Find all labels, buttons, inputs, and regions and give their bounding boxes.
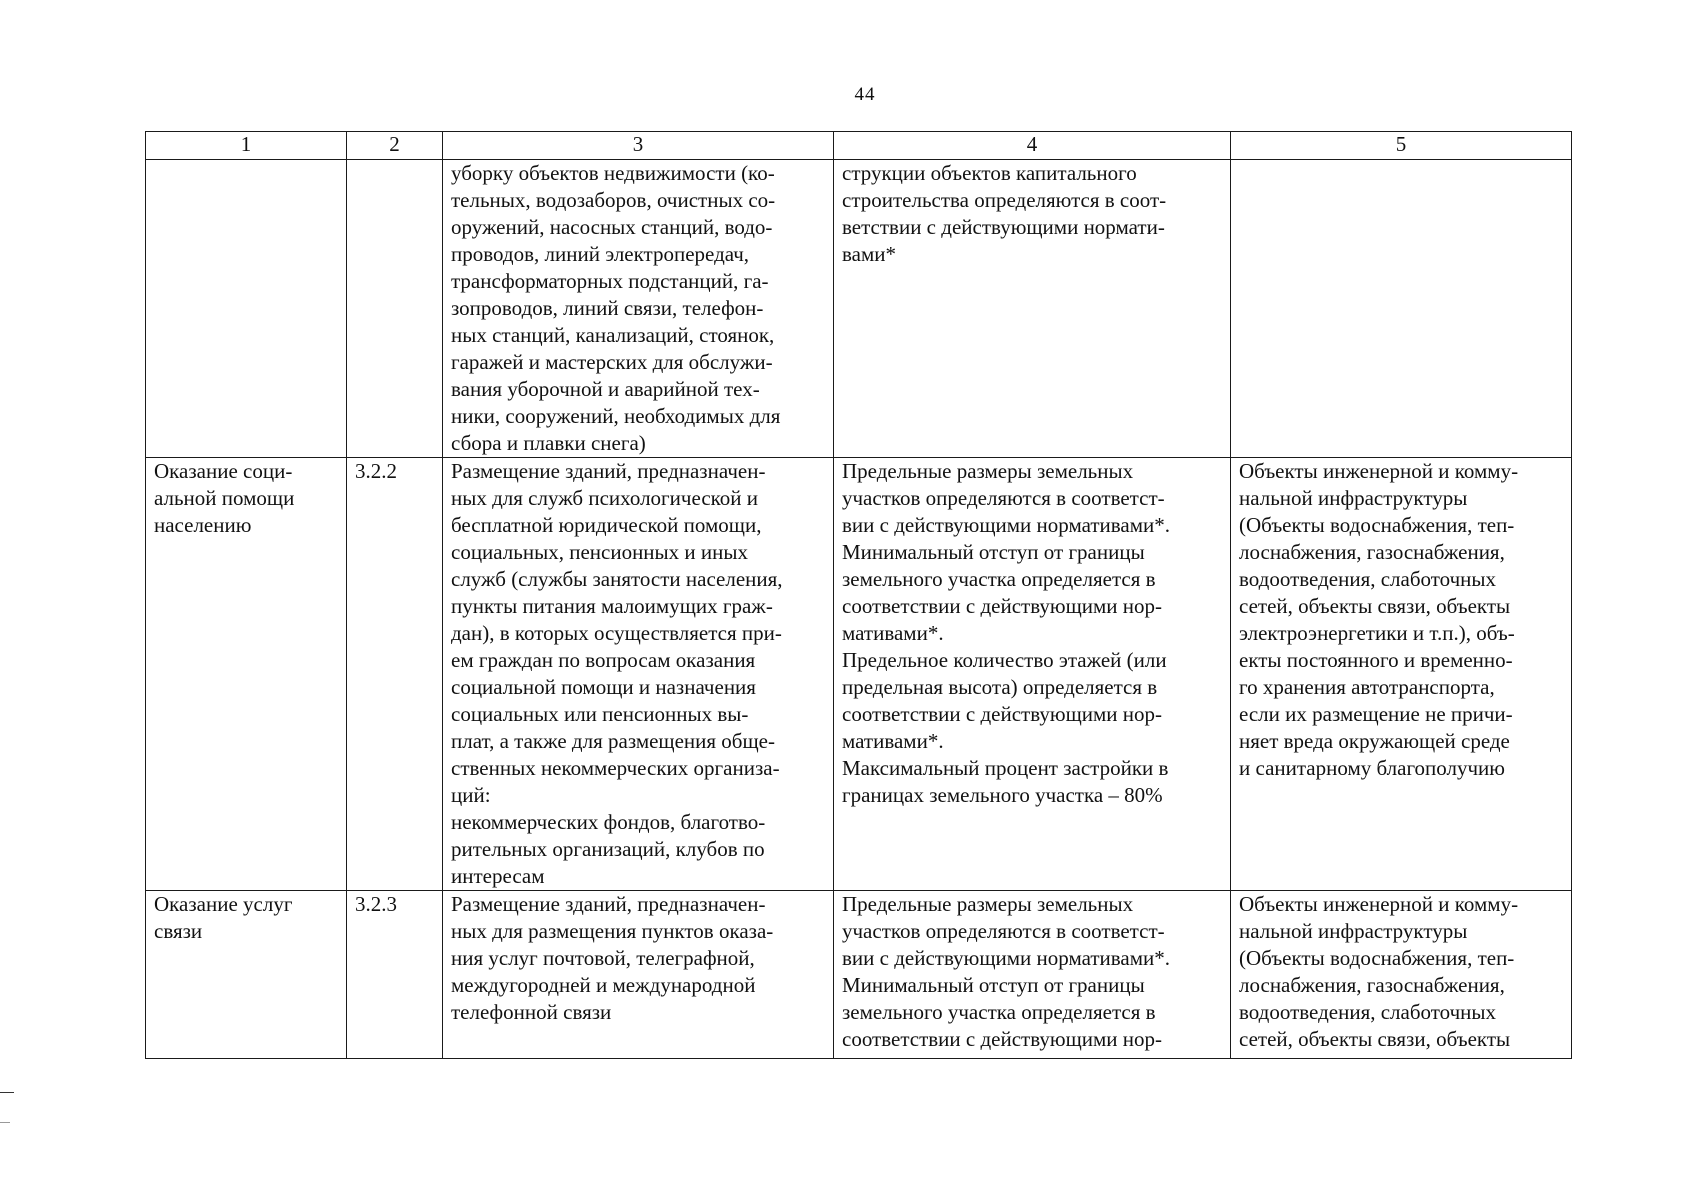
text-line: предельная высота) определяется в [842, 675, 1158, 699]
text-line: рительных организаций, клубов по [451, 837, 765, 861]
text-line: бесплатной юридической помощи, [451, 513, 762, 537]
text-line: Размещение зданий, предназначен- [451, 892, 766, 916]
text-line: ем граждан по вопросам оказания [451, 648, 756, 672]
text-line: связи [154, 919, 203, 943]
text-line: (Объекты водоснабжения, теп- [1239, 946, 1515, 970]
text-line: мативами*. [842, 729, 944, 753]
text-line: ных для размещения пунктов оказа- [451, 919, 774, 943]
text-line: междугородней и международной [451, 973, 756, 997]
column-header: 2 [347, 132, 443, 160]
margin-mark [0, 1092, 14, 1093]
text-line: Предельные размеры земельных [842, 892, 1134, 916]
text-line: ных станций, канализаций, стоянок, [451, 323, 775, 347]
text-line: ных для служб психологической и [451, 486, 759, 510]
cell-auxiliary [1231, 458, 1572, 891]
table-row [146, 458, 1572, 891]
text-line: пункты питания малоимущих граж- [451, 594, 773, 618]
text-line: нальной инфраструктуры [1239, 919, 1468, 943]
cell-name [146, 891, 347, 1059]
column-header: 1 [146, 132, 347, 160]
text-line: уборку объектов недвижимости (ко- [451, 161, 775, 185]
text-line: соответствии с действующими нор- [842, 702, 1163, 726]
text-line: земельного участка определяется в [842, 1000, 1156, 1024]
text-line: соответствии с действующими нор- [842, 594, 1163, 618]
text-line: ния услуг почтовой, телеграфной, [451, 946, 755, 970]
column-header: 4 [834, 132, 1231, 160]
text-line: Оказание услуг [154, 892, 293, 916]
text-line: электроэнергетики и т.п.), объ- [1239, 621, 1515, 645]
page-number: 44 [854, 84, 876, 105]
text-line: Размещение зданий, предназначен- [451, 459, 766, 483]
text-line: вии с действующими нормативами*. [842, 946, 1171, 970]
text-line: строительства определяются в соот- [842, 188, 1167, 212]
text-line: лоснабжения, газоснабжения, [1239, 973, 1505, 997]
text-line: участков определяются в соответст- [842, 486, 1165, 510]
text-line: Оказание соци- [154, 459, 293, 483]
text-line: водоотведения, слаботочных [1239, 1000, 1497, 1024]
cell-code: 3.2.2 [347, 458, 443, 891]
text-line: участков определяются в соответст- [842, 919, 1165, 943]
text-line: водоотведения, слаботочных [1239, 567, 1497, 591]
cell-auxiliary [1231, 891, 1572, 1059]
cell-parameters [834, 891, 1231, 1059]
text-line: границах земельного участка – 80% [842, 783, 1163, 807]
text-line: сбора и плавки снега) [451, 431, 646, 455]
cell-auxiliary [1231, 160, 1572, 458]
text-line: плат, а также для размещения обще- [451, 729, 775, 753]
text-line: вами* [842, 242, 896, 266]
text-line: Объекты инженерной и комму- [1239, 892, 1519, 916]
text-line: Минимальный отступ от границы [842, 540, 1145, 564]
text-line: (Объекты водоснабжения, теп- [1239, 513, 1515, 537]
text-line: Предельное количество этажей (или [842, 648, 1167, 672]
text-line: трансформаторных подстанций, га- [451, 269, 769, 293]
text-line: екты постоянного и временно- [1239, 648, 1513, 672]
text-line: земельного участка определяется в [842, 567, 1156, 591]
land-use-table [145, 131, 1572, 1059]
text-line: интересам [451, 864, 545, 888]
text-line: дан), в которых осуществляется при- [451, 621, 782, 645]
cell-name [146, 458, 347, 891]
text-line: и санитарному благополучию [1239, 756, 1505, 780]
cell-description [443, 891, 834, 1059]
text-line: струкции объектов капитального [842, 161, 1137, 185]
text-line: альной помощи [154, 486, 295, 510]
text-line: гаражей и мастерских для обслужи- [451, 350, 773, 374]
text-line: вания уборочной и аварийной тех- [451, 377, 760, 401]
text-line: сетей, объекты связи, объекты [1239, 1027, 1511, 1051]
text-line: Объекты инженерной и комму- [1239, 459, 1519, 483]
table-row [146, 160, 1572, 458]
text-line: сетей, объекты связи, объекты [1239, 594, 1511, 618]
text-line: соответствии с действующими нор- [842, 1027, 1163, 1051]
cell-parameters [834, 458, 1231, 891]
text-line: некоммерческих фондов, благотво- [451, 810, 766, 834]
cell-description [443, 160, 834, 458]
text-line: телефонной связи [451, 1000, 612, 1024]
text-line: социальных, пенсионных и иных [451, 540, 748, 564]
text-line: Предельные размеры земельных [842, 459, 1134, 483]
column-header: 3 [443, 132, 834, 160]
text-line: ственных некоммерческих организа- [451, 756, 780, 780]
column-header: 5 [1231, 132, 1572, 160]
cell-code [347, 160, 443, 458]
text-line: мативами*. [842, 621, 944, 645]
text-line: го хранения автотранспорта, [1239, 675, 1495, 699]
text-line: лоснабжения, газоснабжения, [1239, 540, 1505, 564]
text-line: социальных или пенсионных вы- [451, 702, 749, 726]
cell-description [443, 458, 834, 891]
text-line: социальной помощи и назначения [451, 675, 756, 699]
text-line: оружений, насосных станций, водо- [451, 215, 773, 239]
text-line: нальной инфраструктуры [1239, 486, 1468, 510]
text-line: населению [154, 513, 252, 537]
margin-mark [0, 1122, 10, 1123]
text-line: служб (службы занятости населения, [451, 567, 783, 591]
text-line: ветствии с действующими нормати- [842, 215, 1165, 239]
table-row [146, 891, 1572, 1059]
table-header-row [146, 132, 1572, 160]
cell-code: 3.2.3 [347, 891, 443, 1059]
text-line: проводов, линий электропередач, [451, 242, 750, 266]
text-line: ники, сооружений, необходимых для [451, 404, 781, 428]
text-line: Минимальный отступ от границы [842, 973, 1145, 997]
text-line: если их размещение не причи- [1239, 702, 1513, 726]
cell-name [146, 160, 347, 458]
text-line: няет вреда окружающей среде [1239, 729, 1510, 753]
text-line: вии с действующими нормативами*. [842, 513, 1171, 537]
text-line: ций: [451, 783, 491, 807]
text-line: зопроводов, линий связи, телефон- [451, 296, 764, 320]
cell-parameters [834, 160, 1231, 458]
text-line: тельных, водозаборов, очистных со- [451, 188, 776, 212]
text-line: Максимальный процент застройки в [842, 756, 1169, 780]
